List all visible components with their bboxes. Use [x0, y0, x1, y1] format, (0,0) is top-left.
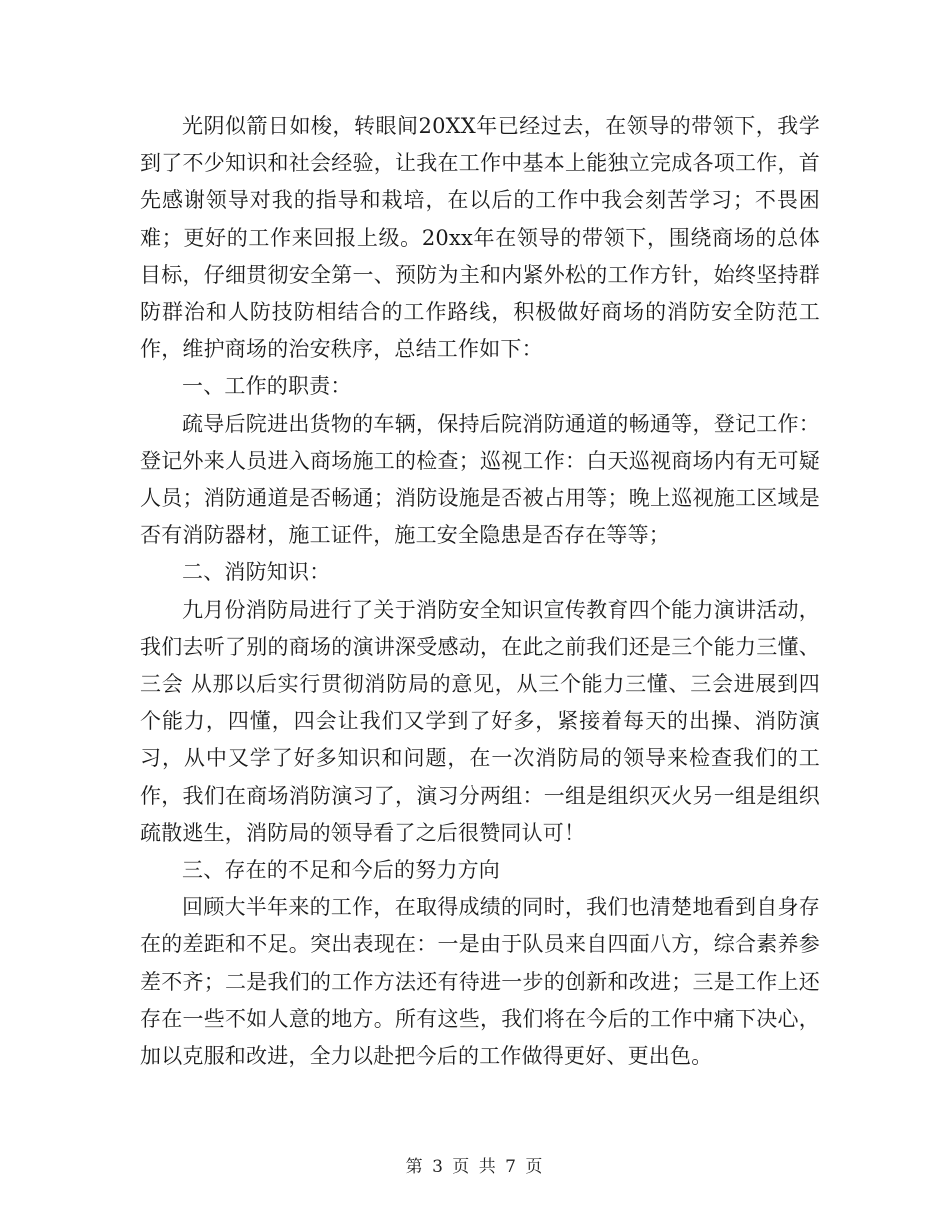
page-number-footer: 第 3 页 共 7 页	[405, 1157, 545, 1177]
paragraph-duties: 疏导后院进出货物的车辆，保持后院消防通道的畅通等，登记工作：登记外来人员进入商场施工的检查；巡视工作：白天巡视商场内有无可疑人员；消防通道是否畅通；消防设施是否被占用等；晚上巡视施工区域是否有消防器材，施工证件，施工安全隐患是否存在等等；	[140, 411, 820, 548]
paragraph-shortcomings: 回顾大半年来的工作，在取得成绩的同时，我们也清楚地看到自身存在的差距和不足。突出表现在：一是由于队员来自四面八方，综合素养参差不齐；二是我们的工作方法还有待进一步的创新和改进；三是工作上还存在一些不如人意的地方。所有这些，我们将在今后的工作中痛下决心，加以克服和改进，全力以赴把今后的工作做得更好、更出色。	[140, 895, 820, 1069]
paragraph-intro: 光阴似箭日如梭，转眼间20XX年已经过去，在领导的带领下，我学到了不少知识和社会经验，让我在工作中基本上能独立完成各项工作，首先感谢领导对我的指导和栽培，在以后的工作中我会刻苦学习；不畏困难；更好的工作来回报上级。20xx年在领导的带领下，围绕商场的总体目标，仔细贯彻安全第一、预防为主和内紧外松的工作方针，始终坚持群防群治和人防技防相结合的工作路线，积极做好商场的消防安全防范工作，维护商场的治安秩序，总结工作如下：	[140, 114, 820, 362]
paragraph-fire-knowledge: 九月份消防局进行了关于消防安全知识宣传教育四个能力演讲活动，我们去听了别的商场的演讲深受感动，在此之前我们还是三个能力三懂、三会 从那以后实行贯彻消防局的意见，从三个能力三懂、三会进展到四个能力，四懂，四会让我们又学到了好多，紧接着每天的出操、消防演习，从中又学了好多知识和问题，在一次消防局的领导来检查我们的工作，我们在商场消防演习了，演习分两组：一组是组织灭火另一组是组织疏散逃生，消防局的领导看了之后很赞同认可！	[140, 597, 820, 845]
section-heading-duties: 一、工作的职责：	[182, 374, 352, 399]
section-heading-shortcomings: 三、存在的不足和今后的努力方向	[182, 858, 500, 883]
section-heading-fire-knowledge: 二、消防知识：	[182, 560, 331, 585]
document-body	[140, 108, 820, 1075]
